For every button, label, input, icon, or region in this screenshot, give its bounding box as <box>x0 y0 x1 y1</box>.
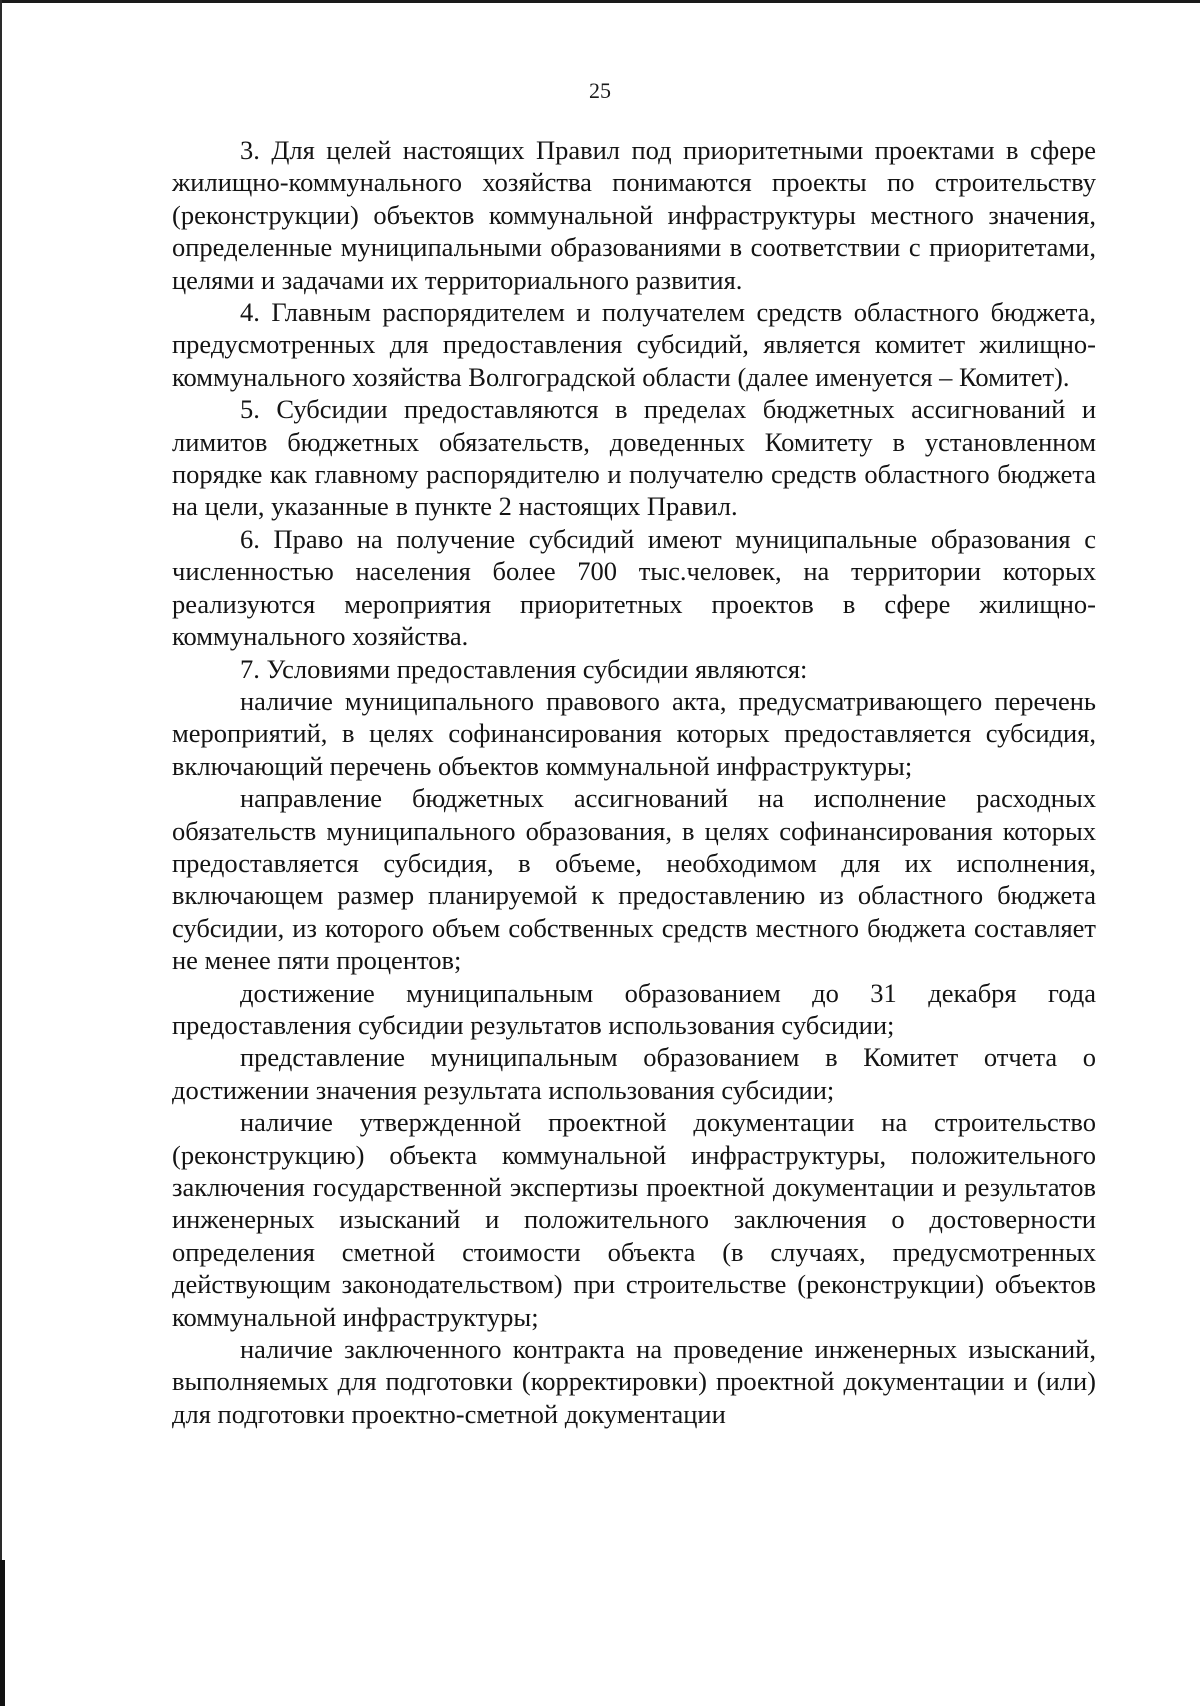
paragraph-7-heading: 7. Условиями предоставления субсидии являются: <box>240 653 808 684</box>
paragraph-3: 3. Для целей настоящих Правил под приоритетными проектами в сфере жилищно-коммунального хозяйства понимаются проекты по строительству (реконструкции) объектов коммунальной инфраструктуры местного значения, определенные муниципальными образованиями в соответствии с приоритетами, целями и задачами их территориального развития. <box>172 135 1096 295</box>
condition-contract: наличие заключенного контракта на проведение инженерных изысканий, выполняемых для подготовки (корректировки) проектной документации и (или) для подготовки проектно-сметной документации <box>172 1334 1096 1429</box>
condition-budget-allocation: направление бюджетных ассигнований на исполнение расходных обязательств муниципального образования, в целях софинансирования которых предоставляется субсидия, в объеме, необходимом для их исполнения, включающем размер планируемой к предоставлению из областного бюджета субсидии, из которого объем собственных средств местного бюджета составляет не менее пяти процентов; <box>172 783 1096 976</box>
condition-results-achievement: достижение муниципальным образованием до 31 декабря года предоставления субсидии результатов использования субсидии; <box>172 977 1096 1040</box>
condition-project-documentation: наличие утвержденной проектной документации на строительство (реконструкцию) объекта коммунальной инфраструктуры, положительного заключения государственной экспертизы проектной документации и результатов инженерных изысканий и положительного заключения о достоверности определения сметной стоимости объекта (в случаях, предусмотренных действующим законодательством) при строительстве (реконструкции) объектов коммунальной инфраструктуры; <box>172 1107 1096 1332</box>
document-body <box>172 134 1096 1430</box>
scan-edge-left <box>0 0 2 1706</box>
paragraph-4: 4. Главным распорядителем и получателем средств областного бюджета, предусмотренных для предоставления субсидий, является комитет жилищно-коммунального хозяйства Волгоградской области (далее именуется – Комитет). <box>172 297 1096 392</box>
scan-edge-left-bottom <box>0 1560 5 1706</box>
page-number: 25 <box>589 78 611 103</box>
paragraph-6: 6. Право на получение субсидий имеют муниципальные образования с численностью населения более 700 тыс.человек, на территории которых реализуются мероприятия приоритетных проектов в сфере жилищно-коммунального хозяйства. <box>172 523 1096 652</box>
scan-edge-top <box>0 0 1200 3</box>
condition-municipal-act: наличие муниципального правового акта, предусматривающего перечень мероприятий, в целях софинансирования которых предоставляется субсидия, включающий перечень объектов коммунальной инфраструктуры; <box>172 685 1096 781</box>
paragraph-5: 5. Субсидии предоставляются в пределах бюджетных ассигнований и лимитов бюджетных обязательств, доведенных Комитету в установленном порядке как главному распорядителю и получателю средств областного бюджета на цели, указанные в пункте 2 настоящих Правил. <box>172 394 1096 522</box>
condition-report: представление муниципальным образованием в Комитет отчета о достижении значения результата использования субсидии; <box>172 1042 1096 1105</box>
